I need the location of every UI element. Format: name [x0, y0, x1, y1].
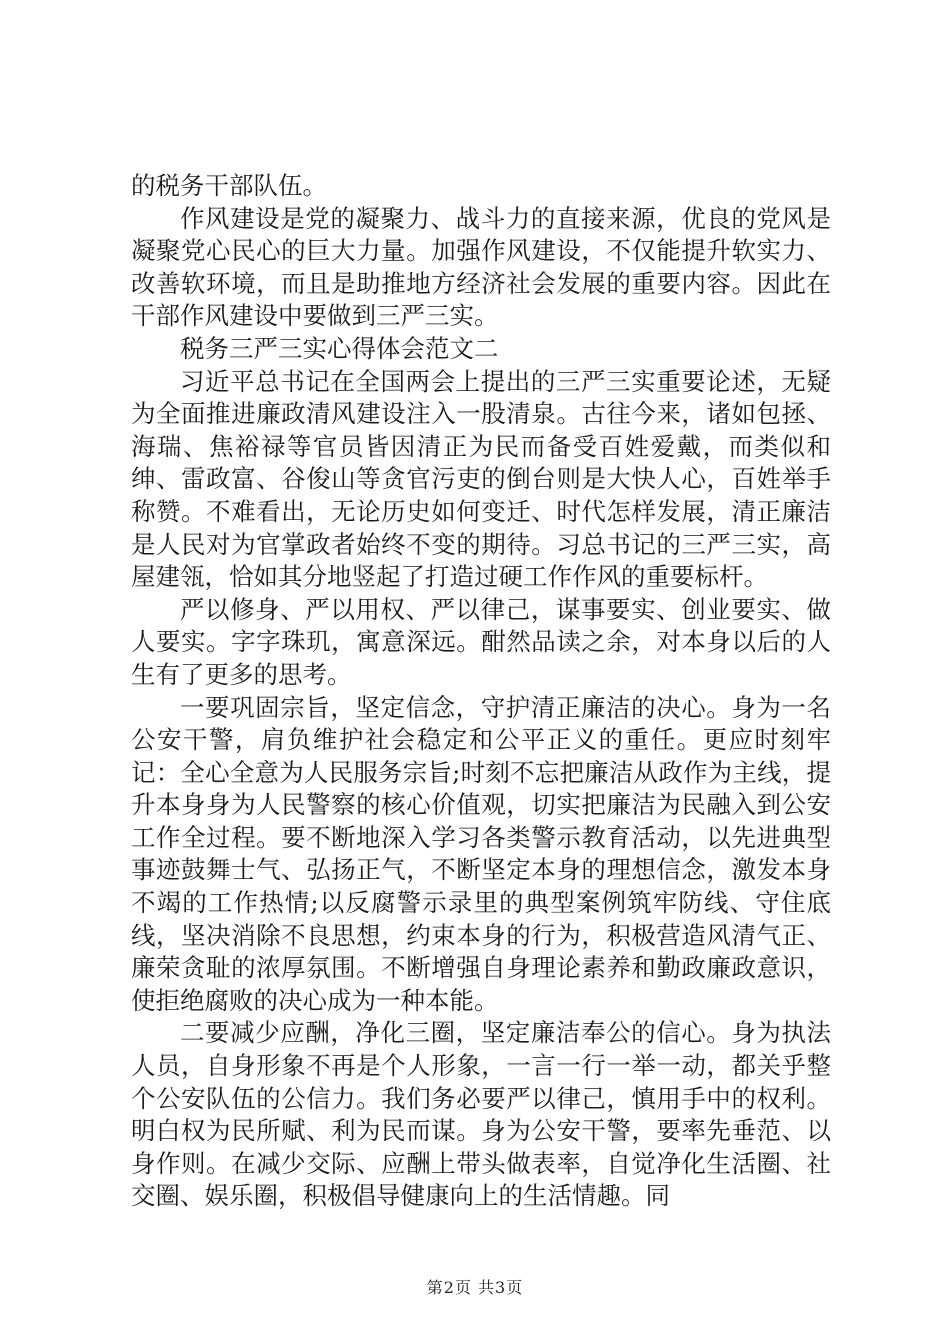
page-footer: 第2页 共3页: [426, 1278, 524, 1297]
paragraph: 作风建设是党的凝聚力、战斗力的直接来源，优良的党风是凝聚党心民心的巨大力量。加强作风建设，不仅能提升软实力、改善软环境，而且是助推地方经济社会发展的重要内容。因此在干部作风建设中要做到三严三实。: [131, 203, 831, 331]
document-body: [131, 170, 831, 1213]
paragraph: 二要减少应酬，净化三圈，坚定廉洁奉公的信心。身为执法人员，自身形象不再是个人形象，一言一行一举一动，都关乎整个公安队伍的公信力。我们务必要严以律己，慎用手中的权利。明白权为民所赋、利为民而谋。身为公安干警，要率先垂范、以身作则。在减少交际、应酬上带头做表率，自觉净化生活圈、社交圈、娱乐圈，积极倡导健康向上的生活情趣。同: [131, 1018, 831, 1211]
paragraph: 一要巩固宗旨，坚定信念，守护清正廉洁的决心。身为一名公安干警，肩负维护社会稳定和公平正义的重任。更应时刻牢记：全心全意为人民服务宗旨;时刻不忘把廉洁从政作为主线，提升本身身为人民警察的核心价值观，切实把廉洁为民融入到公安工作全过程。要不断地深入学习各类警示教育活动，以先进典型事迹鼓舞士气、弘扬正气，不断坚定本身的理想信念，激发本身不竭的工作热情;以反腐警示录里的典型案例筑牢防线、守住底线，坚决消除不良思想，约束本身的行为，积极营造风清气正、廉荣贪耻的浓厚氛围。不断增强自身理论素养和勤政廉政意识，使拒绝腐败的决心成为一种本能。: [131, 692, 831, 1015]
paragraph-continuation: 的税务干部队伍。: [131, 171, 327, 200]
section-heading: 税务三严三实心得体会范文二: [180, 333, 499, 363]
paragraph: 严以修身、严以用权、严以律己，谋事要实、创业要实、做人要实。字字珠玑，寓意深远。酣然品读之余，对本身以后的人生有了更多的思考。: [131, 594, 831, 689]
paragraph: 习近平总书记在全国两会上提出的三严三实重要论述，无疑为全面推进廉政清风建设注入一股清泉。古往今来，诸如包拯、海瑞、焦裕禄等官员皆因清正为民而备受百姓爱戴，而类似和绅、雷政富、谷俊山等贪官污吏的倒台则是大快人心，百姓举手称赞。不难看出，无论历史如何变迁、时代怎样发展，清正廉洁是人民对为官掌政者始终不变的期待。习总书记的三严三实，高屋建瓴，恰如其分地竖起了打造过硬工作作风的重要标杆。: [131, 366, 831, 592]
